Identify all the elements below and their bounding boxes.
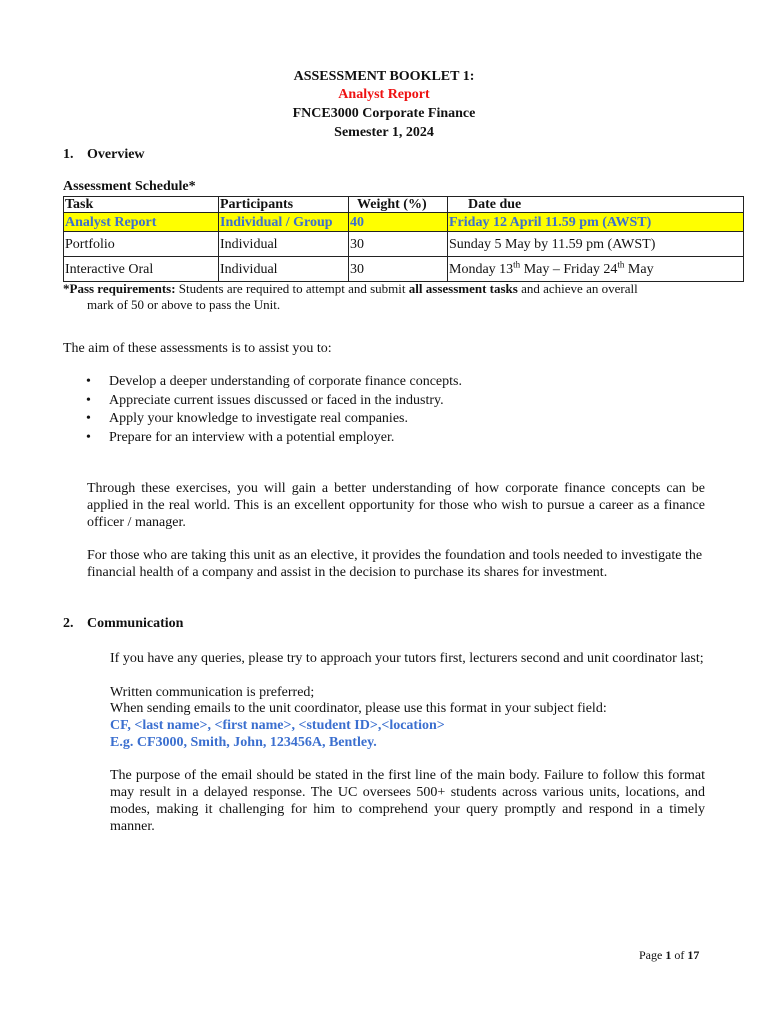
- page-current: 1: [665, 948, 672, 962]
- date-text: May: [624, 261, 654, 277]
- cell-participants: Individual: [219, 257, 349, 282]
- cell-task: Interactive Oral: [64, 257, 219, 282]
- paragraph: The purpose of the email should be stated in the first line of the main body. Failure to follow this format may result in a delayed response. The UC oversees 500+ students across various units, locations, and modes, making it challenging for him to comprehend your query promptly and respond in a timely manner.: [110, 768, 705, 834]
- list-item: • Develop a deeper understanding of corporate finance concepts.: [86, 373, 462, 392]
- email-format: CF, <last name>, <first name>, <student ID>,<location>: [110, 718, 445, 733]
- column-header-date-due: Date due: [448, 197, 744, 213]
- cell-participants: Individual / Group: [219, 213, 349, 232]
- date-text: Monday 13: [449, 261, 514, 277]
- ordinal-suffix: th: [513, 258, 521, 269]
- text-line: Written communication is preferred;: [110, 685, 315, 700]
- cell-weight: 30: [349, 257, 448, 282]
- assessment-schedule-table: [63, 196, 744, 282]
- cell-date-due: [448, 257, 744, 282]
- table-row: [64, 213, 744, 232]
- booklet-subtitle: Analyst Report: [338, 87, 430, 102]
- course-name: FNCE3000 Corporate Finance: [292, 106, 476, 121]
- table-header-row: [64, 197, 744, 213]
- page-prefix: Page: [639, 948, 666, 962]
- semester-label: Semester 1, 2024: [334, 125, 434, 140]
- aim-intro: The aim of these assessments is to assist you to:: [63, 341, 332, 356]
- paragraph: Through these exercises, you will gain a better understanding of how corporate finance concepts can be applied in the real world. This is an excellent opportunity for those who wish to pursue a career as a finance officer / manager.: [87, 481, 705, 530]
- pass-requirements: [63, 281, 713, 297]
- pass-text-line-2: mark of 50 or above to pass the Unit.: [87, 297, 281, 312]
- cell-task: Analyst Report: [64, 213, 219, 232]
- schedule-heading: Assessment Schedule*: [63, 179, 196, 194]
- page-total: 17: [687, 948, 700, 962]
- pass-requirements-label: *Pass requirements:: [63, 281, 176, 296]
- page-number: [639, 948, 699, 963]
- column-header-participants: Participants: [219, 197, 349, 213]
- cell-date-due: Sunday 5 May by 11.59 pm (AWST): [448, 232, 744, 257]
- section-2-heading: Communication: [87, 616, 184, 631]
- list-item: • Apply your knowledge to investigate real companies.: [86, 410, 462, 429]
- text-line: When sending emails to the unit coordinator, please use this format in your subject field:: [110, 701, 607, 716]
- section-2-number: 2.: [63, 616, 74, 631]
- list-item: • Prepare for an interview with a potential employer.: [86, 429, 462, 448]
- cell-weight: 40: [349, 213, 448, 232]
- pass-text: Students are required to attempt and submit: [175, 281, 409, 296]
- section-1-heading: Overview: [87, 147, 145, 162]
- column-header-task: Task: [64, 197, 219, 213]
- cell-task: Portfolio: [64, 232, 219, 257]
- table-row: [64, 257, 744, 282]
- table-row: [64, 232, 744, 257]
- pass-text: and achieve an overall: [517, 281, 638, 296]
- pass-text-bold: all assessment tasks: [408, 281, 518, 296]
- ordinal-suffix: th: [617, 258, 625, 269]
- cell-date-due: Friday 12 April 11.59 pm (AWST): [448, 213, 744, 232]
- aims-list: [86, 373, 462, 447]
- email-example: E.g. CF3000, Smith, John, 123456A, Bentley.: [110, 735, 377, 750]
- booklet-title: ASSESSMENT BOOKLET 1:: [293, 69, 475, 84]
- date-text: May – Friday 24: [520, 261, 618, 277]
- column-header-weight: Weight (%): [349, 197, 448, 213]
- cell-weight: 30: [349, 232, 448, 257]
- list-item: • Appreciate current issues discussed or faced in the industry.: [86, 392, 462, 411]
- paragraph: If you have any queries, please try to approach your tutors first, lecturers second and unit coordinator last;: [110, 651, 704, 666]
- cell-participants: Individual: [219, 232, 349, 257]
- section-1-number: 1.: [63, 147, 74, 162]
- page-of: of: [671, 948, 688, 962]
- paragraph: For those who are taking this unit as an elective, it provides the foundation and tools needed to investigate the financial health of a company and assist in the decision to purchase its shares for investment.: [87, 548, 703, 580]
